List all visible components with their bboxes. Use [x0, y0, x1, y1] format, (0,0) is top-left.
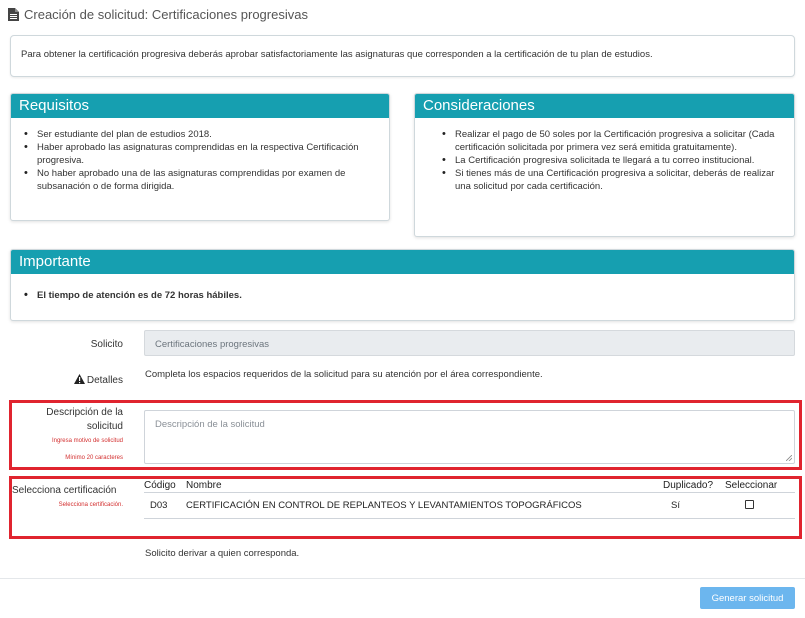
descripcion-error-2: Mínimo 20 caracteres — [65, 455, 123, 461]
solicito-value: Certificaciones progresivas — [155, 339, 270, 350]
column-header-nombre: Nombre — [186, 480, 222, 491]
info-text: Para obtener la certificación progresiva deberás aprobar satisfactoriamente las asignaturas que corresponden a la certificación de tu plan de estudios. — [21, 49, 653, 60]
page-title-text: Creación de solicitud: Certificaciones progresivas — [24, 6, 308, 22]
solicito-label: Solicito — [90, 339, 123, 350]
generar-solicitud-button[interactable]: Generar solicitud — [700, 587, 795, 609]
column-header-codigo: Código — [144, 480, 176, 491]
descripcion-label — [20, 406, 123, 434]
descripcion-placeholder: Descripción de la solicitud — [155, 419, 265, 430]
resize-grip-icon[interactable] — [786, 455, 792, 461]
certificacion-error: Selecciona certificación. — [58, 502, 123, 508]
column-header-seleccionar: Seleccionar — [725, 480, 778, 491]
page-title — [8, 6, 308, 22]
consideraciones-item: • Si tienes más de una Certificación progresiva a solicitar, deberás de realizar una solicitud por cada certificación. — [455, 167, 780, 193]
requisitos-item: • Ser estudiante del plan de estudios 2018. — [37, 128, 375, 141]
select-checkbox[interactable] — [745, 500, 754, 509]
solicito-field — [144, 330, 795, 356]
warning-icon — [74, 374, 85, 384]
divider — [0, 578, 805, 579]
importante-list — [37, 289, 780, 302]
descripcion-label-line1: Descripción de la — [46, 407, 123, 418]
detalles-label-group — [20, 374, 123, 386]
certificacion-label: Selecciona certificación — [12, 485, 117, 496]
column-header-duplicado: Duplicado? — [663, 480, 714, 491]
consideraciones-list — [455, 128, 780, 193]
table-header — [144, 479, 795, 493]
document-icon — [8, 8, 19, 21]
cell-duplicado: Sí — [671, 500, 680, 511]
consideraciones-card — [414, 93, 795, 237]
requisitos-item: • No haber aprobado una de las asignaturas comprendidas por examen de subsanación o de forma dirigida. — [37, 167, 375, 193]
cell-nombre: CERTIFICACIÓN EN CONTROL DE REPLANTEOS Y LEVANTAMIENTOS TOPOGRÁFICOS — [186, 500, 582, 511]
importante-item: • El tiempo de atención es de 72 horas hábiles. — [37, 289, 780, 302]
derivar-text: Solicito derivar a quien corresponda. — [145, 548, 300, 559]
info-box — [10, 35, 795, 77]
requisitos-card — [10, 93, 390, 221]
requisitos-item: • Haber aprobado las asignaturas comprendidas en la respectiva Certificación progresiva. — [37, 141, 375, 167]
descripcion-error-1: Ingresa motivo de solicitud — [51, 438, 123, 444]
importante-card — [10, 249, 795, 321]
consideraciones-title: Consideraciones — [415, 94, 794, 118]
requisitos-title: Requisitos — [11, 94, 389, 118]
cell-seleccionar — [725, 500, 795, 512]
detalles-text: Completa los espacios requeridos de la solicitud para su atención por el área correspondiente. — [145, 369, 543, 380]
importante-title: Importante — [11, 250, 794, 274]
consideraciones-item: • La Certificación progresiva solicitada te llegará a tu correo institucional. — [455, 154, 780, 167]
descripcion-label-line2: solicitud — [86, 421, 123, 432]
consideraciones-item: • Realizar el pago de 50 soles por la Certificación progresiva a solicitar (Cada certificación solicitada por primera vez será emitida gratuitamente). — [455, 128, 780, 154]
requisitos-list — [37, 128, 375, 193]
certificacion-table — [144, 479, 795, 519]
descripcion-textarea[interactable] — [144, 410, 795, 464]
detalles-label: Detalles — [86, 375, 123, 386]
cell-codigo: D03 — [150, 500, 168, 511]
table-row[interactable] — [144, 493, 795, 519]
